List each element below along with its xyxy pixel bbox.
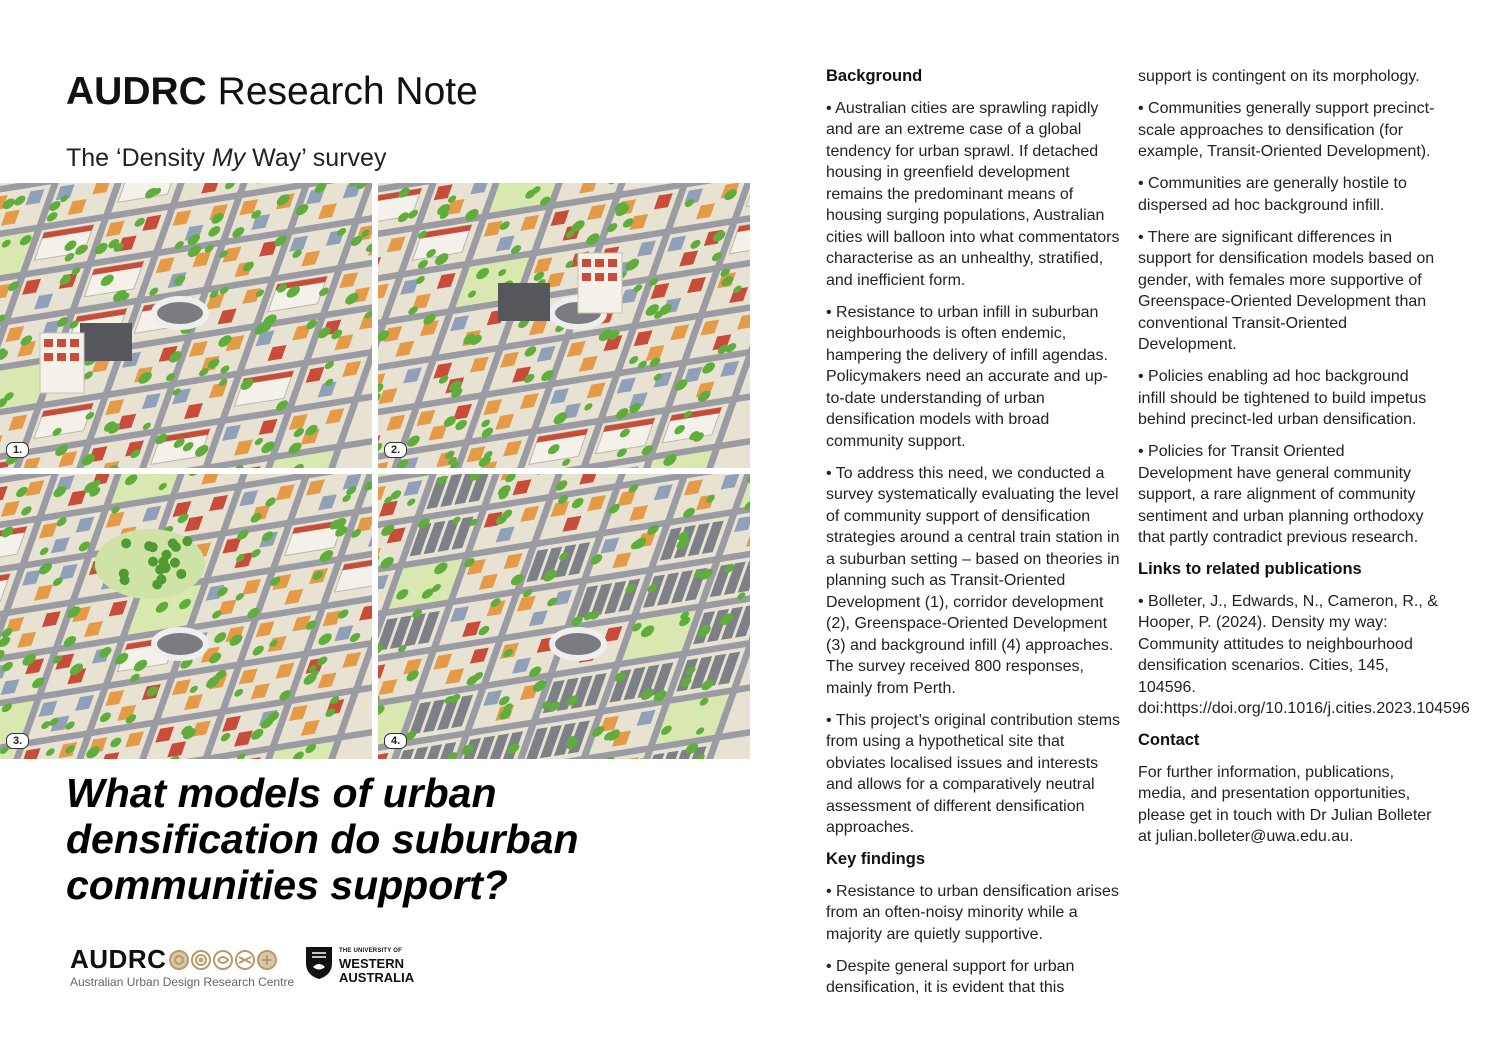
finding-paragraph: • Communities generally support precinct-scale approaches to densification (for example, Transit-Oriented Development).: [1138, 100, 1435, 160]
scenario-panel-1: [0, 183, 372, 468]
map-greenspace-tree: [152, 579, 162, 589]
map-greenspace-tree: [148, 557, 158, 567]
map-train-station: [154, 299, 206, 327]
scenario-panel-4: [378, 474, 750, 759]
scenario-map-4: [378, 474, 750, 759]
map-tower-window: [582, 259, 591, 267]
map-tower-window: [70, 339, 79, 347]
finding-paragraph: • Communities are generally hostile to dispersed ad hoc background infill.: [1138, 175, 1407, 214]
map-greenspace-tree: [148, 542, 158, 552]
contact-paragraph: For further information, publications, media, and presentation opportunities, please get in touch with Dr Julian Bolleter at julian.bolleter@uwa.edu.au.: [1138, 763, 1432, 845]
map-greenspace-tree: [162, 550, 172, 560]
map-greenspace-tree: [119, 569, 129, 579]
title-bold: AUDRC: [66, 70, 207, 113]
map-tower-window: [70, 353, 79, 361]
finding-paragraph: • Policies enabling ad hoc background infill should be tightened to build impetus behind precinct-led urban densification.: [1138, 368, 1427, 428]
panel-label: 1.: [6, 442, 29, 458]
scenario-figure: [0, 183, 750, 759]
map-greenspace-tree: [160, 563, 170, 573]
scenario-map-2: [378, 183, 750, 468]
map-parking-building: [80, 323, 132, 361]
publication-link[interactable]: • Bolleter, J., Edwards, N., Cameron, R., & Hooper, P. (2024). Density my way: Community attitudes to neighbourhood densification scenarios. Cities, 145, 104596. doi:https://doi.org/10.1016/j.cities.2023.104596: [1138, 592, 1470, 717]
finding-paragraph: • Policies for Transit Oriented Development have general community support, a rare alignment of community sentiment and urban planning orthodoxy that partly contradict previous research.: [1138, 443, 1424, 546]
panel-label: 3.: [6, 733, 29, 749]
finding-paragraph: • There are significant differences in support for densification models based on gender, with females more supportive of Greenspace-Oriented Development than conventional Transit-Oriented Development.: [1138, 228, 1435, 353]
map-train-station: [552, 630, 604, 658]
subtitle-post: Way’ survey: [245, 144, 387, 172]
uwa-logo: [304, 945, 414, 985]
finding-continued: support is contingent on its morphology.: [1138, 68, 1420, 85]
text-column-1: [826, 66, 1126, 1009]
panel-label: 2.: [384, 442, 407, 458]
map-greenspace-tree: [121, 538, 131, 548]
map-tower-window: [608, 273, 617, 281]
uwa-line-1: THE UNIVERSITY OF: [339, 948, 402, 954]
map-greenspace-tree: [168, 538, 178, 548]
map-train-station: [154, 630, 206, 658]
map-greenspace-tree: [176, 569, 186, 579]
map-parking-building: [498, 283, 550, 321]
page-subtitle: [66, 144, 386, 173]
background-paragraph: • This project’s original contribution stems from using a hypothetical site that obviates localised issues and interests and allows for a comparatively neutral assessment of different densification approaches.: [826, 711, 1121, 836]
audrc-logo: [70, 944, 294, 989]
key-findings-heading: Key findings: [826, 850, 926, 868]
scenario-map-1: [0, 183, 372, 468]
scenario-panel-3: [0, 474, 372, 759]
finding-paragraph: • Resistance to urban densification arises from an often-noisy minority while a majority are quietly supportive.: [826, 882, 1119, 943]
uwa-line-3: AUSTRALIA: [339, 970, 415, 985]
finding-paragraph: • Despite general support for urban densification, it is evident that this: [826, 957, 1075, 996]
uwa-logo-text: [339, 945, 414, 985]
map-tower-window: [44, 353, 53, 361]
background-paragraph: • Australian cities are sprawling rapidly and are an extreme case of a global tendency for urban sprawl. If detached housing in greenfield development remains the predominant means of housing surging populations, Australian cities will balloon into what commentators characterise as an unhealthy, stratified, and inefficient form.: [826, 99, 1120, 289]
map-tower-window: [57, 339, 66, 347]
audrc-logo-name: AUDRC: [70, 944, 167, 974]
map-tower-window: [595, 273, 604, 281]
map-tower-window: [44, 339, 53, 347]
background-paragraph: • Resistance to urban infill in suburban neighbourhoods is often endemic, hampering the delivery of infill agendas. Policymakers need an accurate and up-to-date understanding of urban densification models with broad community support.: [826, 303, 1108, 450]
scenario-map-3: [0, 474, 372, 759]
panel-label: 4.: [384, 733, 407, 749]
page-title: [66, 70, 478, 114]
map-tower-window: [608, 259, 617, 267]
headline-question: What models of urban densification do suburban communities support?: [66, 770, 579, 908]
background-paragraph: • To address this need, we conducted a survey systematically evaluating the level of community support of densification strategies around a central train station in a suburban setting – based on theories in planning such as Transit-Oriented Development (1), corridor development (2), Greenspace-Oriented Development (3) and background infill (4) approaches. The survey received 800 responses, mainly from Perth.: [826, 464, 1120, 697]
links-heading: Links to related publications: [1138, 560, 1362, 578]
subtitle-pre: The ‘Density: [66, 144, 212, 172]
uwa-crest-icon: [304, 945, 334, 981]
title-rest: Research Note: [217, 70, 478, 113]
background-heading: Background: [826, 67, 923, 85]
map-tower-window: [582, 273, 591, 281]
map-tower-window: [57, 353, 66, 361]
map-greenspace-tree: [182, 536, 192, 546]
contact-heading: Contact: [1138, 731, 1200, 749]
map-greenspace-tree: [170, 558, 180, 568]
audrc-logo-fullname: Australian Urban Design Research Centre: [70, 975, 295, 989]
subtitle-italic: My: [211, 144, 246, 172]
audrc-rings-icon: [168, 948, 280, 972]
map-tower-window: [595, 259, 604, 267]
scenario-panel-2: [378, 183, 750, 468]
uwa-line-2: WESTERN: [339, 956, 404, 971]
text-column-2: [1138, 66, 1470, 858]
